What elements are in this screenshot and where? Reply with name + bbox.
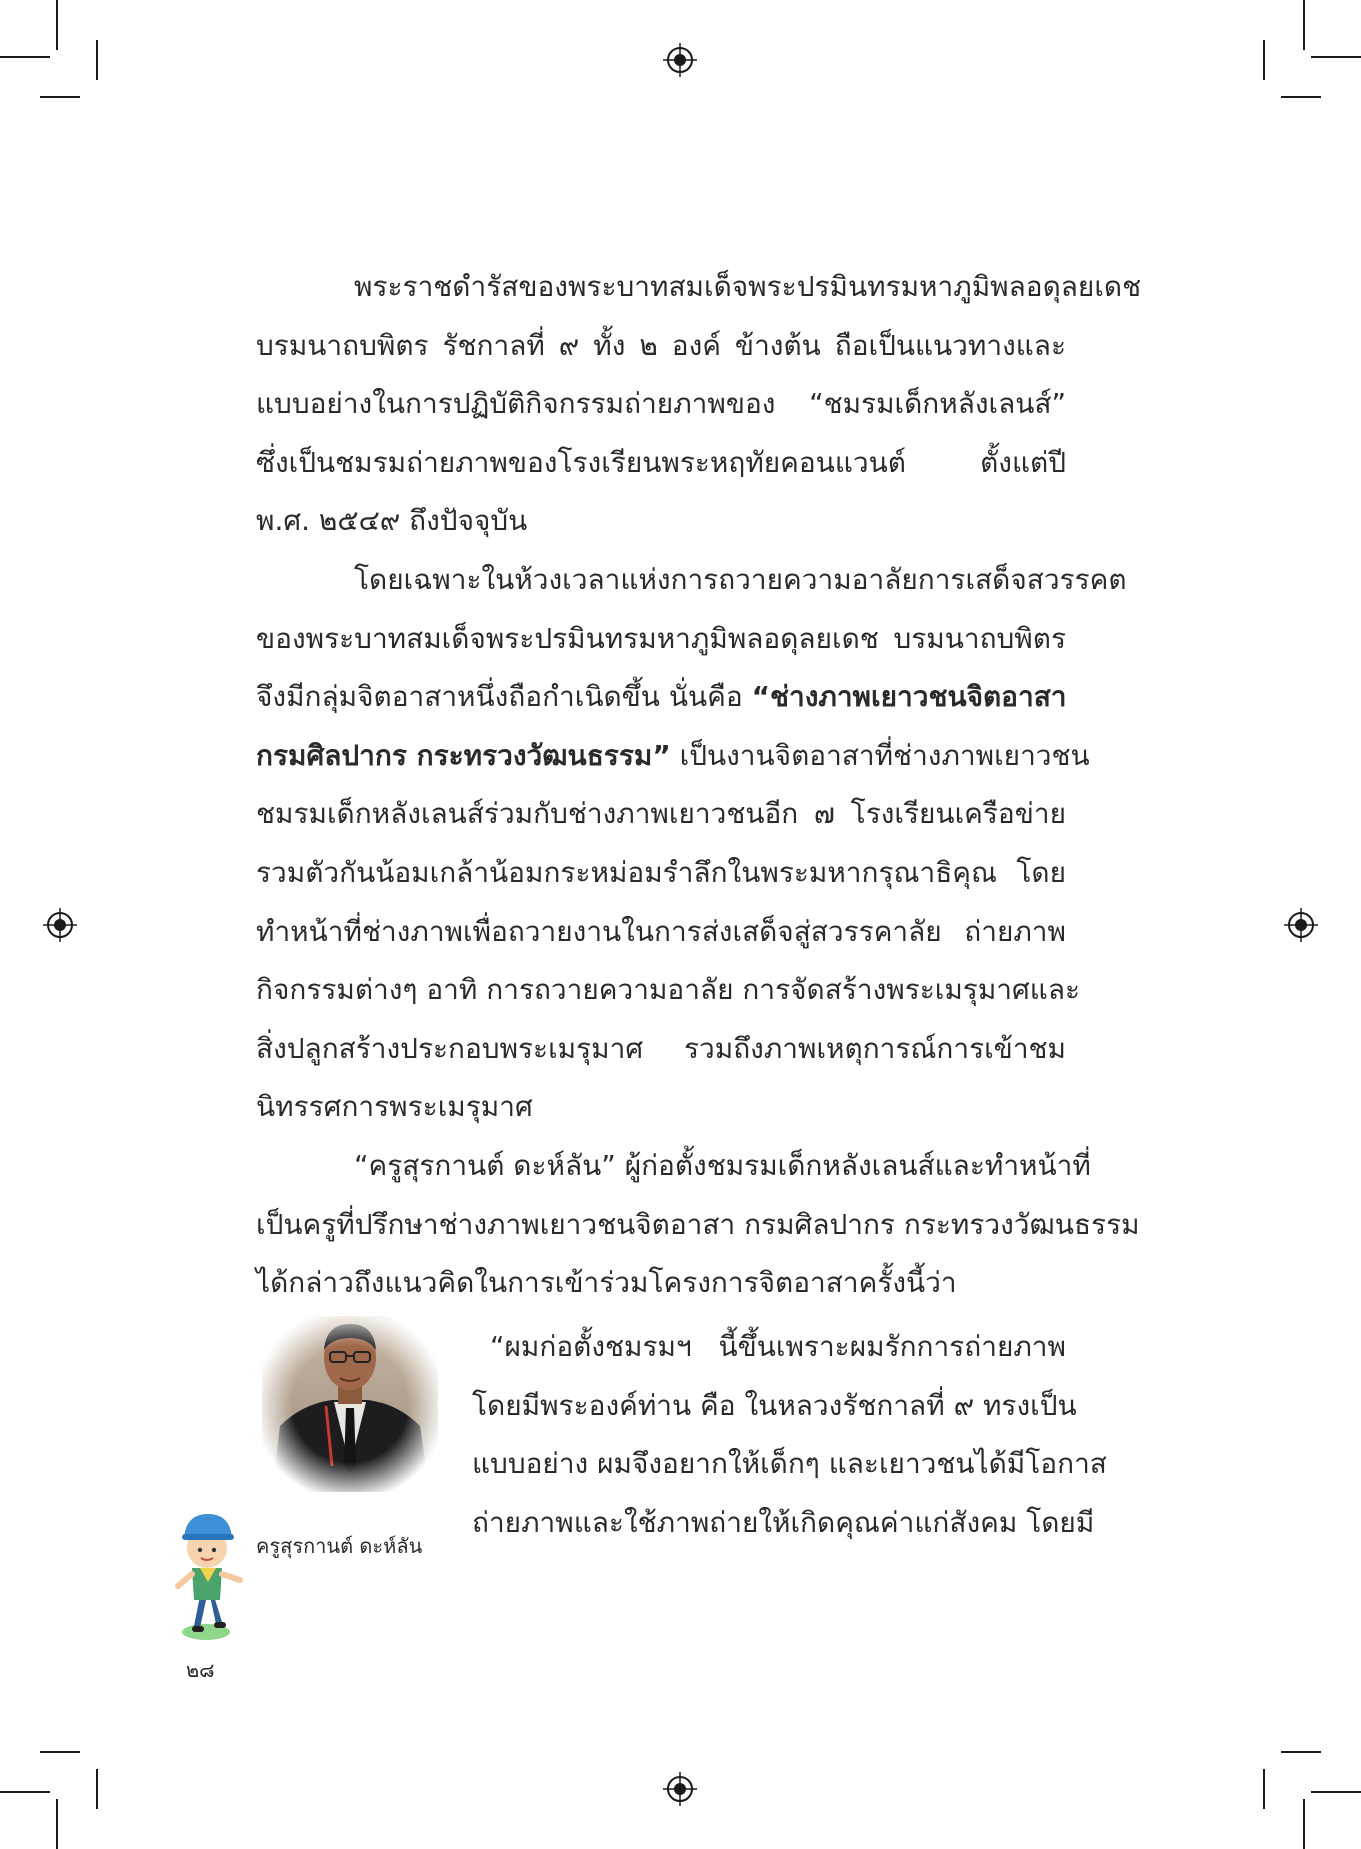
crop-mark-top-right-h2 (1281, 96, 1321, 98)
body-line: พ.ศ. ๒๕๔๙ ถึงปัจจุบัน (256, 504, 528, 538)
registration-mark-left-icon (43, 908, 77, 942)
body-line: ของพระบาทสมเด็จพระปรมินทรมหาภูมิพลอดุลยเดช บรมนาถบพิตร (256, 621, 1066, 655)
crop-mark-bottom-right-h (1311, 1791, 1361, 1793)
body-line: กิจกรรมต่างๆ อาทิ การถวายความอาลัย การจัดสร้างพระเมรุมาศและ (256, 973, 1081, 1007)
body-line: รวมตัวกันน้อมเกล้าน้อมกระหม่อมรำลึกในพระมหากรุณาธิคุณ โดย (256, 855, 1066, 889)
registration-mark-top-icon (663, 43, 697, 77)
bold-phrase: กรมศิลปากร กระทรวงวัฒนธรรม” (256, 738, 671, 772)
crop-mark-bottom-right-v (1303, 1799, 1305, 1849)
body-line: บรมนาถบพิตร รัชกาลที่ ๙ ทั้ง ๒ องค์ ข้างต้น ถือเป็นแนวทางและ (256, 328, 1066, 362)
body-line (256, 727, 1090, 786)
quote-line: “ผมก่อตั้งชมรมฯ นี้ขึ้นเพราะผมรักการถ่ายภาพ (490, 1330, 1066, 1363)
crop-mark-top-right-h (1311, 56, 1361, 58)
body-line: พระราชดำรัสของพระบาทสมเด็จพระปรมินทรมหาภูมิพลอดุลยเดช (354, 270, 1142, 303)
registration-mark-bottom-icon (663, 1772, 697, 1806)
crop-mark-top-left-h2 (40, 96, 80, 98)
crop-mark-bottom-left-v2 (96, 1769, 98, 1809)
body-line: เป็นครูที่ปรึกษาช่างภาพเยาวชนจิตอาสา กรมศิลปากร กระทรวงวัฒนธรรม (256, 1207, 1140, 1241)
body-line-part: จึงมีกลุ่มจิตอาสาหนึ่งถือกำเนิดขึ้น นั่นคือ (256, 680, 743, 714)
crop-mark-bottom-left-v (56, 1799, 58, 1849)
photo-caption: ครูสุรกานต์ ดะห์ลัน (256, 1534, 423, 1558)
crop-mark-top-left-v2 (96, 40, 98, 80)
crop-mark-top-right-v2 (1263, 40, 1265, 80)
crop-mark-top-right-v (1303, 0, 1305, 50)
body-line: ได้กล่าวถึงแนวคิดในการเข้าร่วมโครงการจิตอาสาครั้งนี้ว่า (256, 1266, 957, 1300)
crop-mark-top-left-h (0, 56, 50, 58)
body-line: “ครูสุรกานต์ ดะห์ลัน” ผู้ก่อตั้งชมรมเด็กหลังเลนส์และทำหน้าที่ (354, 1148, 1091, 1182)
body-line: ทำหน้าที่ช่างภาพเพื่อถวายงานในการส่งเสด็จสู่สวรรคาลัย ถ่ายภาพ (256, 914, 1066, 948)
body-line: แบบอย่างในการปฏิบัติกิจกรรมถ่ายภาพของ “ชมรมเด็กหลังเลนส์” (256, 387, 1066, 421)
body-line: โดยเฉพาะในห้วงเวลาแห่งการถวายความอาลัยการเสด็จสวรรคต (354, 562, 1127, 596)
quote-line: โดยมีพระองค์ท่าน คือ ในหลวงรัชกาลที่ ๙ ทรงเป็น (472, 1388, 1077, 1422)
body-line: ชมรมเด็กหลังเลนส์ร่วมกับช่างภาพเยาวชนอีก ๗ โรงเรียนเครือข่าย (256, 797, 1066, 831)
body-line: ซึ่งเป็นชมรมถ่ายภาพของโรงเรียนพระหฤทัยคอนแวนต์ ตั้งแต่ปี (256, 445, 1066, 479)
body-line: สิ่งปลูกสร้างประกอบพระเมรุมาศ รวมถึงภาพเหตุการณ์การเข้าชม (256, 1031, 1066, 1065)
teacher-portrait-photo (262, 1316, 438, 1492)
crop-mark-bottom-left-h (0, 1791, 50, 1793)
body-line (256, 668, 1066, 727)
registration-mark-right-icon (1284, 908, 1318, 942)
crop-mark-bottom-left-h2 (40, 1751, 80, 1753)
crop-mark-top-left-v (56, 0, 58, 50)
body-line: นิทรรศการพระเมรุมาศ (256, 1090, 533, 1124)
body-text (256, 258, 1142, 1313)
page-number: ๒๘ (186, 1658, 215, 1682)
bold-phrase: “ช่างภาพเยาวชนจิตอาสา (751, 680, 1067, 714)
boy-mascot-icon (170, 1508, 248, 1644)
crop-mark-bottom-right-v2 (1263, 1769, 1265, 1809)
quote-line: แบบอย่าง ผมจึงอยากให้เด็กๆ และเยาวชนได้มีโอกาส (472, 1447, 1107, 1481)
quote-text (472, 1318, 1107, 1552)
crop-mark-bottom-right-h2 (1281, 1751, 1321, 1753)
body-line-part: เป็นงานจิตอาสาที่ช่างภาพเยาวชน (679, 738, 1090, 772)
quote-line: ถ่ายภาพและใช้ภาพถ่ายให้เกิดคุณค่าแก่สังคม โดยมี (472, 1505, 1095, 1539)
